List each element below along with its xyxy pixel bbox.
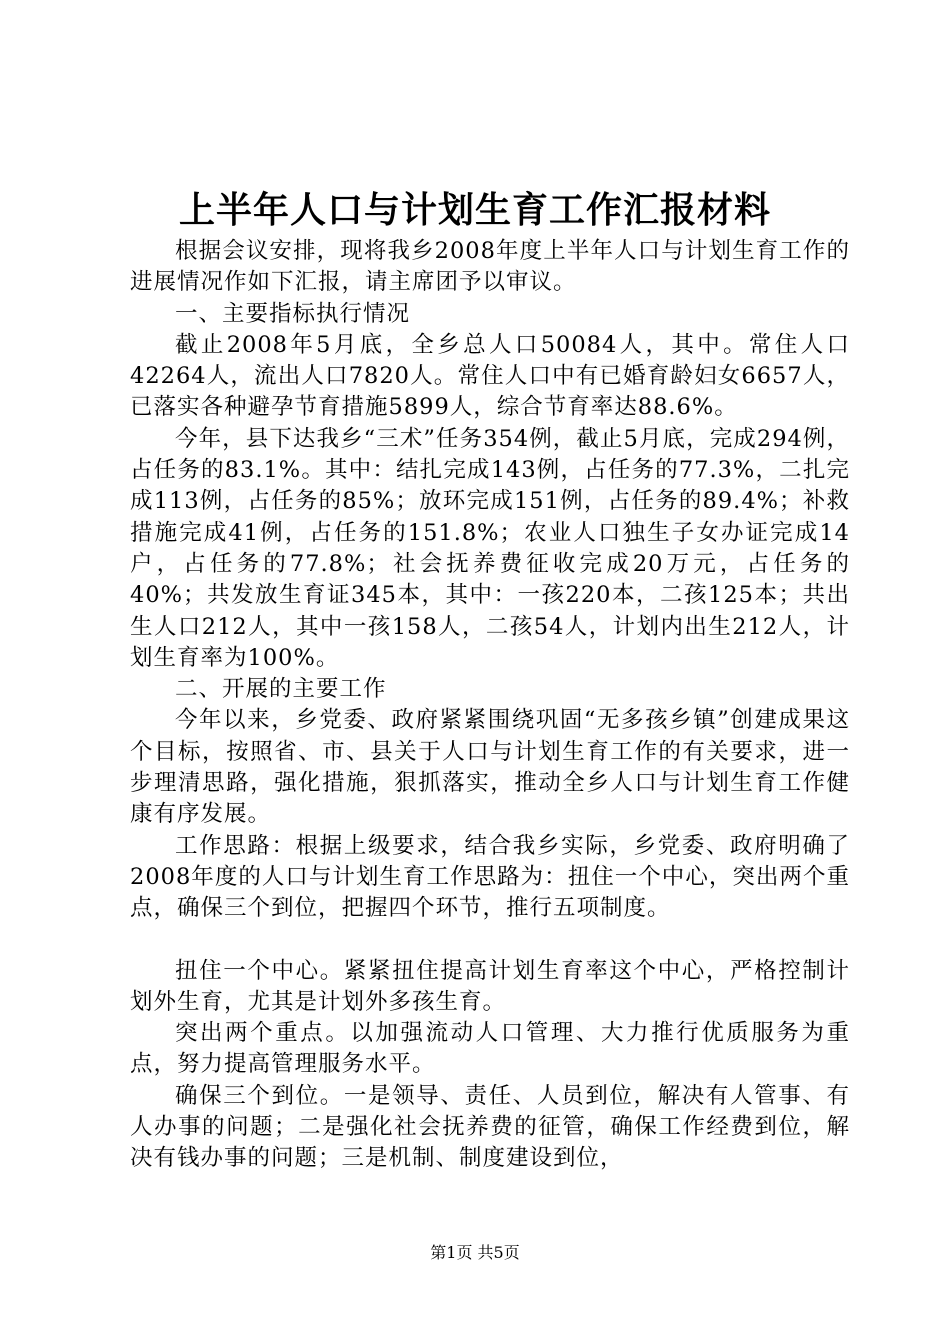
paragraph-two-focus: 突出两个重点。以加强流动人口管理、大力推行优质服务为重点，努力提高管理服务水平。	[130, 1020, 850, 1078]
section-heading-2: 二、开展的主要工作	[175, 676, 387, 703]
paragraph-intro: 根据会议安排，现将我乡2008年度上半年人口与计划生育工作的进展情况作如下汇报，请主席团予以审议。	[130, 238, 850, 296]
section-heading-1: 一、主要指标执行情况	[175, 300, 411, 327]
paragraph-population: 截止2008年5月底，全乡总人口50084人，其中。常住人口42264人，流出人口7820人。常住人口中有已婚育龄妇女6657人，已落实各种避孕节育措施5899人，综合节育率达88.6%。	[130, 331, 850, 421]
page-footer: 第1页 共5页	[430, 1243, 520, 1262]
document-body	[130, 236, 850, 1175]
paragraph-tasks: 今年，县下达我乡“三术”任务354例，截止5月底，完成294例，占任务的83.1%。其中：结扎完成143例，占任务的77.3%，二扎完成113例，占任务的85%；放环完成151例，占任务的89.4%；补救措施完成41例，占任务的151.8%；农业人口独生子女办证完成14户，占任务的77.8%；社会抚养费征收完成20万元，占任务的40%；共发放生育证345本，其中：一孩220本，二孩125本；共出生人口212人，其中一孩158人，二孩54人，计划内出生212人，计划生育率为100%。	[130, 425, 850, 671]
document-title: 上半年人口与计划生育工作汇报材料	[178, 189, 771, 231]
paragraph-one-center: 扭住一个中心。紧紧扭住提高计划生育率这个中心，严格控制计划外生育，尤其是计划外多孩生育。	[130, 957, 850, 1015]
paragraph-overview: 今年以来，乡党委、政府紧紧围绕巩固“无多孩乡镇”创建成果这个目标，按照省、市、县关于人口与计划生育工作的有关要求，进一步理清思路，强化措施，狠抓落实，推动全乡人口与计划生育工作健康有序发展。	[130, 707, 850, 828]
paragraph-three-ensure: 确保三个到位。一是领导、责任、人员到位，解决有人管事、有人办事的问题；二是强化社会抚养费的征管，确保工作经费到位，解决有钱办事的问题；三是机制、制度建设到位，	[130, 1082, 850, 1172]
paragraph-work-ideas: 工作思路：根据上级要求，结合我乡实际，乡党委、政府明确了2008年度的人口与计划生育工作思路为：扭住一个中心，突出两个重点，确保三个到位，把握四个环节，推行五项制度。	[130, 832, 850, 922]
